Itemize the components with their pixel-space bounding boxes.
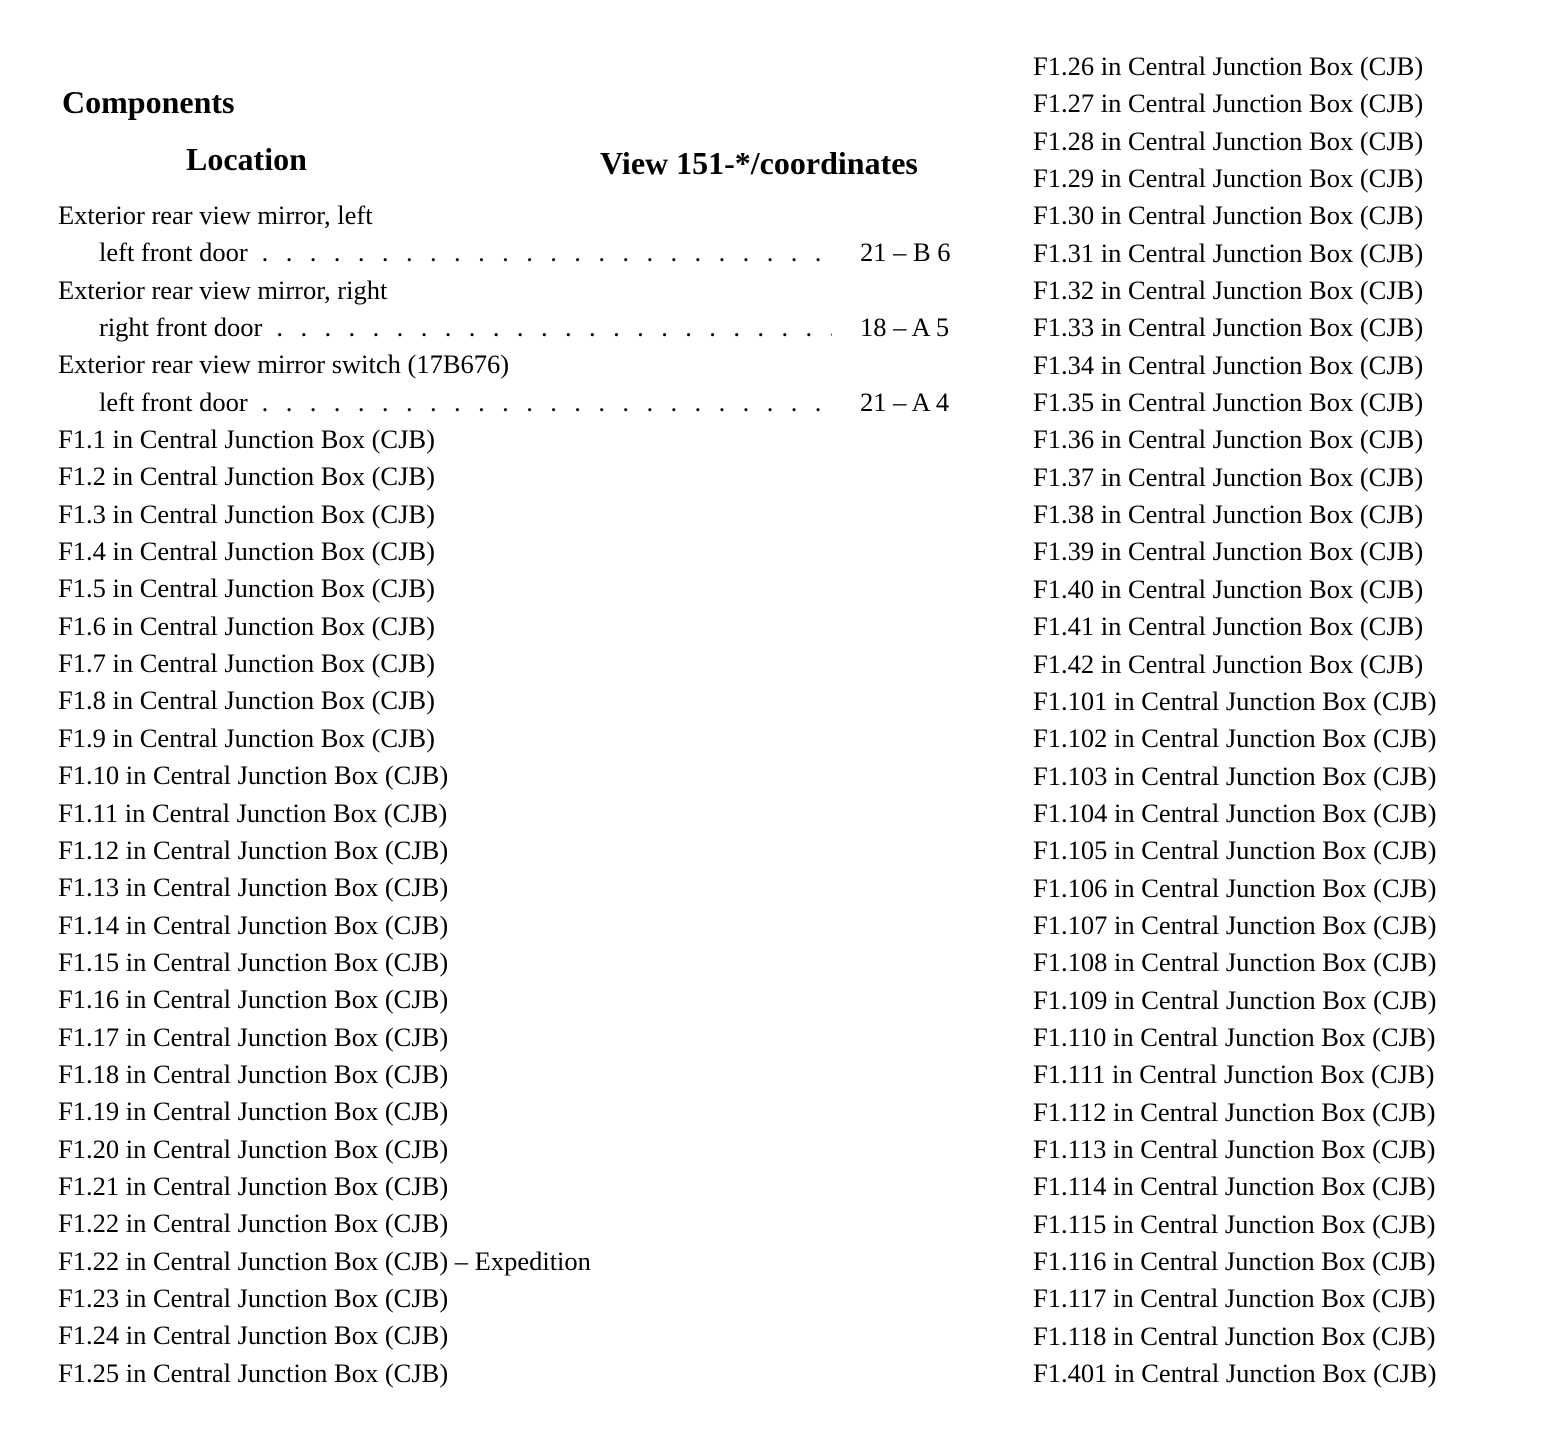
fuse-entry: F1.16 in Central Junction Box (CJB) <box>58 984 449 1015</box>
entry-name: Exterior rear view mirror switch (17B676) <box>58 349 510 380</box>
fuse-entry: F1.31 in Central Junction Box (CJB) <box>1033 237 1424 268</box>
fuse-entry: F1.103 in Central Junction Box (CJB) <box>1033 760 1437 791</box>
dot-leader <box>262 234 832 271</box>
fuse-entry: F1.10 in Central Junction Box (CJB) <box>58 760 449 791</box>
fuse-entry: F1.110 in Central Junction Box (CJB) <box>1033 1021 1436 1052</box>
fuse-entry: F1.26 in Central Junction Box (CJB) <box>1033 51 1424 81</box>
fuse-entry: F1.29 in Central Junction Box (CJB) <box>1033 163 1424 194</box>
fuse-entry: F1.1 in Central Junction Box (CJB) <box>58 424 435 455</box>
fuse-entry: F1.115 in Central Junction Box (CJB) <box>1033 1208 1436 1239</box>
entry-name: Exterior rear view mirror, right <box>58 274 388 305</box>
fuse-entry: F1.28 in Central Junction Box (CJB) <box>1033 125 1424 156</box>
fuse-entry: F1.22 in Central Junction Box (CJB) <box>58 1208 449 1239</box>
fuse-entry: F1.401 in Central Junction Box (CJB) <box>1033 1358 1437 1389</box>
fuse-entry: F1.102 in Central Junction Box (CJB) <box>1033 723 1437 754</box>
right-column <box>1033 48 1533 1392</box>
fuse-entry: F1.2 in Central Junction Box (CJB) <box>58 461 435 492</box>
fuse-entry: F1.42 in Central Junction Box (CJB) <box>1033 648 1424 679</box>
location-column-heading: Location <box>186 141 307 177</box>
fuse-entry: F1.105 in Central Junction Box (CJB) <box>1033 835 1437 866</box>
fuse-entry: F1.36 in Central Junction Box (CJB) <box>1033 424 1424 455</box>
fuse-entry: F1.19 in Central Junction Box (CJB) <box>58 1096 449 1127</box>
fuse-entry: F1.13 in Central Junction Box (CJB) <box>58 872 449 903</box>
fuse-entry: F1.12 in Central Junction Box (CJB) <box>58 834 449 865</box>
fuse-entry: F1.25 in Central Junction Box (CJB) <box>58 1357 449 1388</box>
fuse-entry: F1.39 in Central Junction Box (CJB) <box>1033 536 1424 567</box>
fuse-entry: F1.7 in Central Junction Box (CJB) <box>58 648 435 679</box>
fuse-entry: F1.18 in Central Junction Box (CJB) <box>58 1058 449 1089</box>
fuse-entry: F1.30 in Central Junction Box (CJB) <box>1033 200 1424 231</box>
entry-location: left front door <box>99 386 248 417</box>
fuse-entry: F1.114 in Central Junction Box (CJB) <box>1033 1171 1436 1202</box>
entry-location-row <box>58 384 968 421</box>
fuse-entry: F1.106 in Central Junction Box (CJB) <box>1033 872 1437 903</box>
fuse-entry: F1.116 in Central Junction Box (CJB) <box>1033 1246 1436 1276</box>
fuse-entry: F1.9 in Central Junction Box (CJB) <box>58 722 435 753</box>
fuse-entry: F1.32 in Central Junction Box (CJB) <box>1033 275 1424 306</box>
entry-name: Exterior rear view mirror, left <box>58 200 373 230</box>
fuse-entry: F1.33 in Central Junction Box (CJB) <box>1033 312 1424 343</box>
fuse-entry: F1.24 in Central Junction Box (CJB) <box>58 1320 449 1351</box>
fuse-entry: F1.117 in Central Junction Box (CJB) <box>1033 1283 1436 1314</box>
fuse-entry: F1.38 in Central Junction Box (CJB) <box>1033 499 1424 530</box>
fuse-entry: F1.4 in Central Junction Box (CJB) <box>58 536 435 567</box>
fuse-entry: F1.11 in Central Junction Box (CJB) <box>58 797 448 828</box>
fuse-entry: F1.27 in Central Junction Box (CJB) <box>1033 88 1424 119</box>
dot-leader <box>276 309 832 346</box>
fuse-entry: F1.3 in Central Junction Box (CJB) <box>58 498 435 529</box>
entry-coordinates: 21 – B 6 <box>860 237 951 268</box>
fuse-entry: F1.104 in Central Junction Box (CJB) <box>1033 797 1437 828</box>
fuse-entry: F1.40 in Central Junction Box (CJB) <box>1033 573 1424 604</box>
entry-location-row <box>58 309 968 346</box>
fuse-entry: F1.108 in Central Junction Box (CJB) <box>1033 947 1437 978</box>
entry-coordinates: 18 – A 5 <box>860 312 950 343</box>
fuse-entry: F1.113 in Central Junction Box (CJB) <box>1033 1133 1436 1164</box>
fuse-entry: F1.35 in Central Junction Box (CJB) <box>1033 387 1424 418</box>
fuse-entry: F1.22 in Central Junction Box (CJB) – Expedition <box>58 1245 591 1276</box>
fuse-entry: F1.21 in Central Junction Box (CJB) <box>58 1170 449 1201</box>
fuse-entry: F1.8 in Central Junction Box (CJB) <box>58 685 435 716</box>
fuse-entry: F1.107 in Central Junction Box (CJB) <box>1033 909 1437 940</box>
fuse-entry: F1.37 in Central Junction Box (CJB) <box>1033 461 1424 492</box>
components-heading: Components <box>62 84 235 120</box>
fuse-entry: F1.23 in Central Junction Box (CJB) <box>58 1282 449 1313</box>
left-column <box>58 197 968 1392</box>
fuse-entry: F1.20 in Central Junction Box (CJB) <box>58 1133 449 1164</box>
entry-location: right front door <box>99 312 263 343</box>
fuse-entry: F1.34 in Central Junction Box (CJB) <box>1033 349 1424 380</box>
dot-leader <box>262 384 832 421</box>
fuse-entry: F1.109 in Central Junction Box (CJB) <box>1033 984 1437 1015</box>
fuse-entry: F1.15 in Central Junction Box (CJB) <box>58 946 449 977</box>
entry-coordinates: 21 – A 4 <box>860 386 950 417</box>
fuse-entry: F1.5 in Central Junction Box (CJB) <box>58 573 435 604</box>
entry-location-row <box>58 234 968 271</box>
fuse-entry: F1.112 in Central Junction Box (CJB) <box>1033 1096 1436 1127</box>
fuse-entry: F1.14 in Central Junction Box (CJB) <box>58 909 449 940</box>
entry-location: left front door <box>99 237 248 268</box>
fuse-entry: F1.6 in Central Junction Box (CJB) <box>58 610 435 641</box>
fuse-entry: F1.101 in Central Junction Box (CJB) <box>1033 685 1437 716</box>
fuse-entry: F1.111 in Central Junction Box (CJB) <box>1033 1059 1435 1090</box>
view-coordinates-column-heading: View 151-*/coordinates <box>600 145 918 181</box>
fuse-entry: F1.41 in Central Junction Box (CJB) <box>1033 611 1424 642</box>
fuse-entry: F1.118 in Central Junction Box (CJB) <box>1033 1320 1436 1351</box>
fuse-entry: F1.17 in Central Junction Box (CJB) <box>58 1021 449 1052</box>
